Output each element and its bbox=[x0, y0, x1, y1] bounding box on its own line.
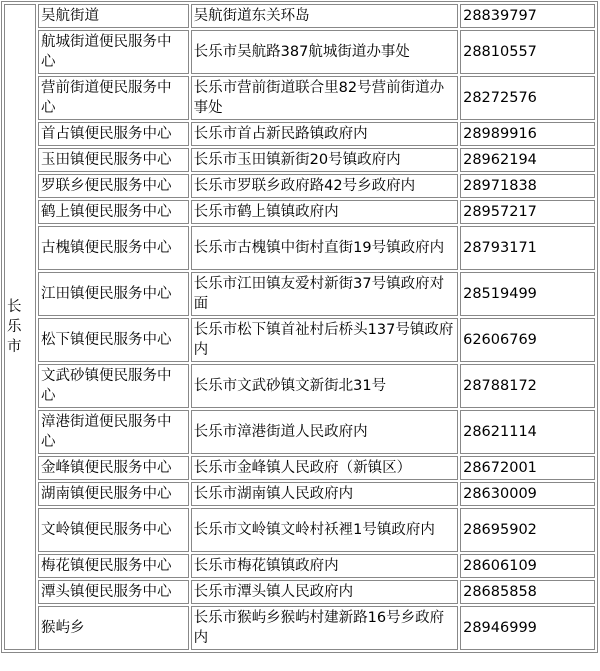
center-name: 罗联乡便民服务中心 bbox=[38, 174, 189, 198]
center-phone: 62606769 bbox=[460, 318, 595, 362]
center-phone: 28519499 bbox=[460, 272, 595, 316]
city-cell: 长乐市 bbox=[4, 4, 36, 650]
center-phone: 28630009 bbox=[460, 482, 595, 506]
center-address: 长乐市漳港街道人民政府内 bbox=[191, 410, 458, 454]
center-address: 长乐市文岭镇文岭村袄裡1号镇政府内 bbox=[191, 508, 458, 552]
center-name: 吴航街道 bbox=[38, 4, 189, 28]
table-row bbox=[4, 4, 595, 28]
center-address: 长乐市梅花镇镇政府内 bbox=[191, 554, 458, 578]
center-name: 湖南镇便民服务中心 bbox=[38, 482, 189, 506]
table-row bbox=[4, 606, 595, 650]
center-address: 长乐市古槐镇中街村直街19号镇政府内 bbox=[191, 226, 458, 270]
center-address: 长乐市猴屿乡猴屿村建新路16号乡政府内 bbox=[191, 606, 458, 650]
table-row bbox=[4, 410, 595, 454]
center-phone: 28685858 bbox=[460, 580, 595, 604]
table-row bbox=[4, 456, 595, 480]
center-phone: 28672001 bbox=[460, 456, 595, 480]
center-address: 长乐市鹤上镇镇政府内 bbox=[191, 200, 458, 224]
center-phone: 28946999 bbox=[460, 606, 595, 650]
center-phone: 28989916 bbox=[460, 122, 595, 146]
service-center-table bbox=[1, 1, 598, 653]
table-row bbox=[4, 508, 595, 552]
center-address: 长乐市潭头镇人民政府内 bbox=[191, 580, 458, 604]
center-address: 吴航街道东关环岛 bbox=[191, 4, 458, 28]
center-phone: 28272576 bbox=[460, 76, 595, 120]
center-address: 长乐市玉田镇新街20号镇政府内 bbox=[191, 148, 458, 172]
table-row bbox=[4, 30, 595, 74]
center-name: 梅花镇便民服务中心 bbox=[38, 554, 189, 578]
center-phone: 28695902 bbox=[460, 508, 595, 552]
table-row bbox=[4, 580, 595, 604]
center-phone: 28621114 bbox=[460, 410, 595, 454]
center-phone: 28962194 bbox=[460, 148, 595, 172]
center-name: 航城街道便民服务中心 bbox=[38, 30, 189, 74]
table-row bbox=[4, 76, 595, 120]
center-address: 长乐市罗联乡政府路42号乡政府内 bbox=[191, 174, 458, 198]
table-row bbox=[4, 272, 595, 316]
center-name: 文武砂镇便民服务中心 bbox=[38, 364, 189, 408]
center-name: 金峰镇便民服务中心 bbox=[38, 456, 189, 480]
center-name: 漳港街道便民服务中心 bbox=[38, 410, 189, 454]
center-phone: 28793171 bbox=[460, 226, 595, 270]
table-row bbox=[4, 364, 595, 408]
center-address: 长乐市松下镇首祉村后桥头137号镇政府内 bbox=[191, 318, 458, 362]
table-row bbox=[4, 318, 595, 362]
table-row bbox=[4, 174, 595, 198]
center-phone: 28971838 bbox=[460, 174, 595, 198]
center-phone: 28606109 bbox=[460, 554, 595, 578]
center-address: 长乐市金峰镇人民政府（新镇区） bbox=[191, 456, 458, 480]
center-name: 猴屿乡 bbox=[38, 606, 189, 650]
center-phone: 28788172 bbox=[460, 364, 595, 408]
table-row bbox=[4, 482, 595, 506]
center-name: 鹤上镇便民服务中心 bbox=[38, 200, 189, 224]
center-address: 长乐市文武砂镇文新街北31号 bbox=[191, 364, 458, 408]
table-row bbox=[4, 122, 595, 146]
table-row bbox=[4, 200, 595, 224]
center-phone: 28810557 bbox=[460, 30, 595, 74]
center-name: 江田镇便民服务中心 bbox=[38, 272, 189, 316]
center-name: 古槐镇便民服务中心 bbox=[38, 226, 189, 270]
center-phone: 28957217 bbox=[460, 200, 595, 224]
center-address: 长乐市营前街道联合里82号营前街道办事处 bbox=[191, 76, 458, 120]
table-row bbox=[4, 554, 595, 578]
center-name: 营前街道便民服务中心 bbox=[38, 76, 189, 120]
center-address: 长乐市江田镇友爱村新街37号镇政府对面 bbox=[191, 272, 458, 316]
table-row bbox=[4, 226, 595, 270]
center-address: 长乐市首占新民路镇政府内 bbox=[191, 122, 458, 146]
center-address: 长乐市湖南镇人民政府内 bbox=[191, 482, 458, 506]
center-name: 潭头镇便民服务中心 bbox=[38, 580, 189, 604]
center-name: 首占镇便民服务中心 bbox=[38, 122, 189, 146]
center-phone: 28839797 bbox=[460, 4, 595, 28]
center-name: 玉田镇便民服务中心 bbox=[38, 148, 189, 172]
table-row bbox=[4, 148, 595, 172]
center-name: 松下镇便民服务中心 bbox=[38, 318, 189, 362]
center-address: 长乐市吴航路387航城街道办事处 bbox=[191, 30, 458, 74]
center-name: 文岭镇便民服务中心 bbox=[38, 508, 189, 552]
